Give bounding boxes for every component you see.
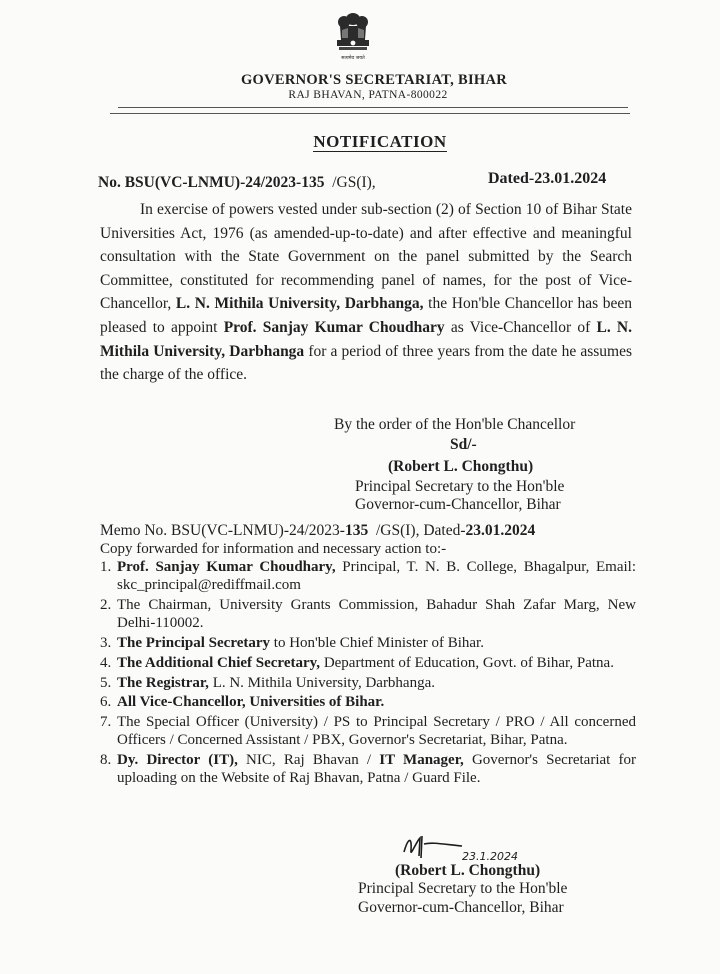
handwritten-signature [402,830,562,866]
signatory-designation-2: Governor-cum-Chancellor, Bihar [355,496,561,513]
list-item: 3. The Principal Secretary to Hon'ble Chief Minister of Bihar. [100,635,484,651]
list-item: 7. The Special Officer (University) / PS to Principal Secretary / PRO / All concerned Officers / Concerned Assistant / PBX, Governor's Secretariat, Bihar, Patna. [100,714,636,749]
memo-number: Memo No. BSU(VC-LNMU)-24/2023-135 /GS(I), Dated-23.01.2024 [100,522,536,539]
notification-body: In exercise of powers vested under sub-section (2) of Section 10 of Bihar State Universities Act, 1976 (as amended-up-to-date) and after effective and meaningful consultation with the State Government on the panel submitted by the Search Committee, constituted for recommending panel of names, for the post of Vice-Chancellor, L. N. Mithila University, Darbhanga, the Hon'ble Chancellor has been pleased to appoint Prof. Sanjay Kumar Choudhary as Vice-Chancellor of L. N. Mithila University, Darbhanga for a period of three years from the date he assumes the charge of the office. [100,201,633,384]
list-item: 6. All Vice-Chancellor, Universities of Bihar. [100,694,385,711]
list-item: 2. The Chairman, University Grants Commission, Bahadur Shah Zafar Marg, New Delhi-110002. [100,597,636,632]
list-item: 1. Prof. Sanjay Kumar Choudhary, Principal, T. N. B. College, Bhagalpur, Email: skc_principal@rediffmail.com [100,559,636,594]
final-signatory-name: (Robert L. Chongthu) [395,862,541,879]
copy-forwarded-line: Copy forwarded for information and necessary action to:- [100,541,447,557]
signatory-name: (Robert L. Chongthu) [388,458,534,475]
header-divider [118,107,628,108]
emblem-caption: सत्यमेव जयते [341,56,365,61]
list-item: 5. The Registrar, L. N. Mithila University, Darbhanga. [100,674,435,691]
page-title: NOTIFICATION [313,132,447,151]
sd-mark: Sd/- [450,436,477,453]
recipient-list [100,558,636,789]
signature-date: 23.1.2024 [462,850,518,863]
office-address: RAJ BHAVAN, PATNA-800022 [288,89,448,101]
final-designation-1: Principal Secretary to the Hon'ble [358,880,568,897]
final-designation-2: Governor-cum-Chancellor, Bihar [358,899,564,916]
reference-date: Dated-23.01.2024 [488,170,607,187]
signatory-designation-1: Principal Secretary to the Hon'ble [355,478,565,495]
order-line: By the order of the Hon'ble Chancellor [334,416,576,433]
header-divider-2 [110,113,630,114]
reference-number: No. BSU(VC-LNMU)-24/2023-135 /GS(I), [98,174,376,191]
list-item: 4. The Additional Chief Secretary, Department of Education, Govt. of Bihar, Patna. [100,654,614,671]
office-name: GOVERNOR'S SECRETARIAT, BIHAR [240,72,508,88]
national-emblem-icon [331,10,375,66]
list-item: 8. Dy. Director (IT), NIC, Raj Bhavan / IT Manager, Governor's Secretariat for uploading on the Website of Raj Bhavan, Patna / Guard File. [100,752,637,787]
